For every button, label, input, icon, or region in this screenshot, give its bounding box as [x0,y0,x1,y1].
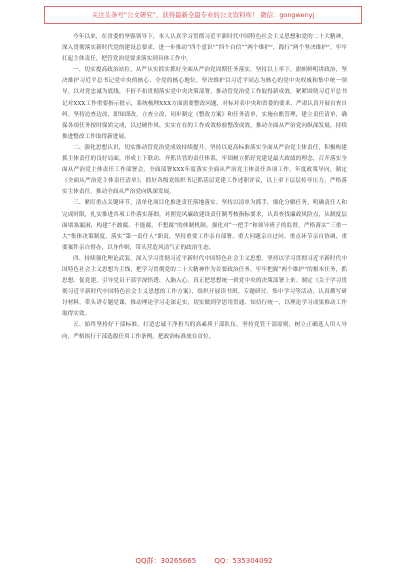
section-2-paragraph: 二、强化思想认识，切实推动管党治党成效持续提升。坚持以更高标准落实全面从严治党主体责任，积极构建抓主体责任的良好局面，形成上下联动、齐抓共管的责任体系，牢固树立抓好党建是最大政绩的理念，召开落实全面从严治党主体责任工作部署会，全面部署XXX年度落实全面从严治党主体责任各项工作，年度政策导向，制定《全面从严治党主体责任清单》，抓好各级党组织书记抓基层党建工作述职评议，以上率下层层传导压力，严格落实主体责任，推动全面从严治党向纵深发展。 [62,144,347,196]
section-3-paragraph: 三、紧盯重点关键环节，清单化项目化推进责任落地落实。坚持以清单为抓手，细化分解任务，明确责任人和完成时限，扎实推进各项工作落实落细。对照党风廉政建设责任制考核指标要求，认真查找廉政风险点，从制度层面堵塞漏洞，构建“不敢腐、不能腐、不想腐”的体制机制。强化对“一把手”和领导班子的监督，严格落实“三重一大”集体决策制度，落实“第一责任人”职责，坚持重要工作亲自部署、重大问题亲自过问、重点环节亲自协调、重要案件亲自督办，以身作则，带头营造风清气正的政治生态。 [62,200,347,251]
header-banner: 关注头条号“公文研究”，获得最新全最专业的公文资料库！ 微信：gongwenyj [44,6,362,24]
document-body [62,32,347,343]
section-4-paragraph: 四、持续强化理论武装，深入学习贯彻习近平新时代中国特色社会主义思想。坚持以学习贯彻习近平新时代中国特色社会主义思想为主线，把学习贯彻党的二十大精神作为首要政治任务，牢牢把握“两个维护”的根本任务，抓思想、促党建，引导党员干部学深悟透、入脑入心，真正把思想统一到党中央的决策部署上来。制定《关于学习贯彻习近平新时代中国特色社会主义思想的工作方案》，组织开展读书班、专题研讨、集中学习等活动，认真撰写研讨材料，带头讲专题党课，推动理论学习走深走实，切实做到学思用贯通、知信行统一，以理论学习成果推动工作取得实效。 [62,255,347,318]
footer-qq: QQ：535304092 [214,557,273,565]
footer-contact [0,556,408,570]
intro-paragraph: 今年以来，在省委的坚强领导下，本人认真学习贯彻习近平新时代中国特色社会主义思想和党的二十大精神，深入贯彻落实新时代党的建设总要求，进一步推动“四个意识”“四个自信”“两个维护”，践行“两个坚决维护”，牢牢扛起主体责任，把管党治党要求落实到具体工作中。 [62,34,347,63]
section-5-paragraph: 五、始终坚持好干部标准，打造忠诚干净担当的高素质干部队伍。坚持党管干部原则，树立正确选人用人导向，严格执行干部选拔任用工作条例，把政治标准放在首位。 [62,322,347,340]
footer-qq-group: QQ群：30265665 [135,557,197,565]
section-1-paragraph: 一、切实提高政治站位，从严从实抓实抓好全面从严治党周期任务落实。坚持以上率下，旗帜鲜明讲政治，坚决维护习近平总书记党中央的核心、全党的核心地位，坚决维护以习近平同志为核心的党中央权威和集中统一领导。以对党忠诚为底线，不折不扣贯彻落实党中央决策部署，推动管党治党工作取得新成效，紧紧围绕习近平总书记对XXX工作重要指示批示，系统梳理XXX方面需要整改问题，对标对表中央和省委的要求，严肃认真开展自查自纠。坚持边查边改，即知即改，立查立改，同步制定《整改方案》和任务清单，实施台账管理，建立责任清单，确保各项任务按时保质完成，以过硬作风、实实在在的工作成效检验整改成效，推动全面从严治党向纵深发展，持续推进整改工作取得新进展。 [62,67,347,140]
